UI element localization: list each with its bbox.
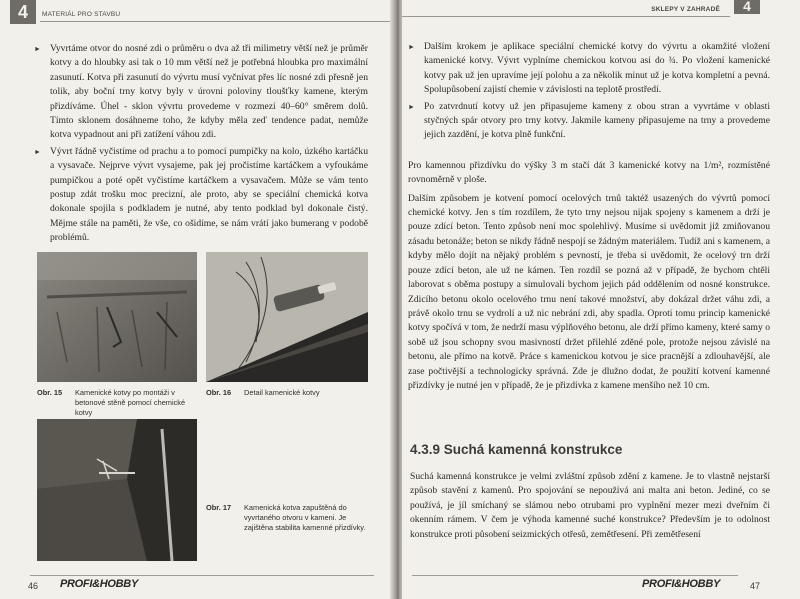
- list-item-text: Vývrt řádně vyčistíme od prachu a to pomocí pumpičky na kolo, úzkého kartáčku a vysavače. Nejprve vývrt vysajeme, pak jej pročistíme kartáčkem a vyfoukáme pumpičkou a poté opět vyčistíme kartáčkem a vysavačem. Může se vám tento postup zdát trošku moc precizní, ale proto, aby se speciální chemická kotva dokonale spojila s podkladem je nutné, aby tento podklad byl dokonale čistý. Mějme stále na paměti, že vše, co ošidíme, se nám vrátí jako bumerang v podobě problémů.: [50, 145, 368, 244]
- chapter-tab: 4: [10, 0, 36, 24]
- figure-label: Obr. 15: [37, 388, 63, 397]
- page-number: 47: [749, 581, 760, 591]
- right-body-text: [408, 40, 770, 397]
- paragraph: Suchá kamenná konstrukce je velmi zvláštní způsob zdění z kamene. Je to vlastně nejstarší způsob stavění z kamenů. Pro spojování se nepoužívá ani malta ani beton. Jediné, co se používá, je jíl smíchaný se slámou nebo otrubami pro vyplnění mezer mezi dveřním či okenním rámem. V čem je výhoda kamenné suché konstrukce? Především je to odolnost konstrukce proti působení seizmických otřesů, zemětřesení. Při zemětřesení: [410, 471, 770, 540]
- page-number: 46: [28, 581, 39, 591]
- chapter-tab: 4: [734, 0, 760, 14]
- concrete-wall-anchors-image: [37, 252, 197, 382]
- list-item-text: Vyvrtáme otvor do nosné zdi o průměru o dva až tři milimetry větší než je průměr kotvy a do hloubky asi tak o 10 mm větší než je potřebná hloubka pro maximální zasunutí. Kotva při zasunutí do vývrtu musí vyčnívat přes líc nosné zdi přesně jen tolik, aby boční trny kotvy byly v úrovni poloviny tloušťky kamene, kterým přizdíváme. Úhel - sklon vývrtu provedeme v rozmezí 40–60° směrem dolů. Tímto sklonem dosáhneme toho, že kdyby měla zeď tendence padat, nemůže kotva vypadnout ani při zatížení váhou zdi.: [50, 43, 368, 141]
- section-heading: 4.3.9 Suchá kamenná konstrukce: [410, 442, 623, 457]
- footer-rule: [30, 575, 374, 576]
- figure-caption-text: Kamenická kotva zapuštěná do vyvrtaného otvoru v kameni. Je zajištěna stabilita kamenné přizdívky.: [244, 503, 366, 532]
- figure-15-caption: [37, 388, 197, 418]
- bullet-arrow-icon: ►: [408, 43, 415, 51]
- figure-17-caption: [206, 503, 368, 533]
- list-item-text: Po zatvrdnutí kotvy už jen připasujeme kameny z obou stran a vyvrtáme v oblasti styčných spár otvory pro trny kotvy. Jakmile kameny připasujeme na trny a provedeme jejich zazdění, je kotva plně funkční.: [424, 100, 770, 141]
- figure-label: Obr. 16: [206, 388, 232, 397]
- figure-15-photo: [37, 252, 197, 382]
- header-rule: [40, 21, 394, 22]
- section-body-text: [410, 470, 770, 546]
- list-item: [408, 100, 770, 143]
- figure-label: Obr. 17: [206, 503, 232, 512]
- footer-rule: [412, 575, 738, 576]
- anchor-detail-image: [206, 252, 368, 382]
- bullet-list: [408, 40, 770, 143]
- figure-caption-text: Detail kamenické kotvy: [244, 388, 320, 397]
- figure-16-photo: [206, 252, 368, 382]
- list-item: [408, 40, 770, 98]
- header-rule: [402, 16, 730, 17]
- bullet-arrow-icon: ►: [34, 147, 41, 156]
- running-head: SKLEPY V ZAHRADĚ: [651, 6, 720, 13]
- list-item: [34, 145, 368, 246]
- brand-logo: PROFI&HOBBY: [642, 578, 720, 590]
- paragraph: Pro kamennou přizdívku do výšky 3 m stačí dát 3 kamenické kotvy na 1/m², rozmístěné rovnoměrně v ploše.: [408, 159, 770, 186]
- right-page: [402, 0, 800, 599]
- left-page: [0, 0, 394, 599]
- list-item-text: Dalším krokem je aplikace speciální chemické kotvy do vývrtu a okamžité vložení kamenické kotvy. Vývrt vyplníme chemickou kotvou asi do ¾. Po vložení kamenické kotvy pak už jen upravíme její polohu a za několik minut už je kotva kompletní a pevná. Spolupůsobení zajistí chemie v závislosti na teplotě prostředí.: [424, 41, 770, 96]
- brand-logo: PROFI&HOBBY: [60, 578, 138, 590]
- list-item: [34, 42, 368, 143]
- running-head: MATERIÁL PRO STAVBU: [42, 11, 121, 18]
- figure-caption-text: Kamenické kotvy po montáži v betonové stěně pomocí chemické kotvy: [75, 388, 186, 417]
- stone-anchor-image: [37, 419, 197, 561]
- figure-17-photo: [37, 419, 197, 561]
- bullet-arrow-icon: ►: [408, 102, 415, 111]
- bullet-list: [34, 42, 368, 246]
- left-body-text: [34, 42, 368, 248]
- paragraph: Dalším způsobem je kotvení pomocí ocelových trnů taktéž usazených do vývrtů pomocí chemické kotvy. Jen s tím rozdílem, že tyto trny nejsou nijak spojeny s kamenem a drží je pouze zdící beton. Tento způsob není moc spolehlivý. Musíme si uvědomit již zmiňovanou zásadu betonáže; beton se nikdy řádně nespojí se žádným materiálem. Tudíž ani s kamenem, a kdyby mělo dojít na nějaký problém s pevností, je třeba si uvědomit, že ocelový trn drží pouze zdící beton, ale už ne kámen. Ten rozdíl se pozná až v případě, že bychom chtěli laborovat s oběma postupy a simulovali bychom jejich pád oddělením od nosné konstrukce. Zdicího betonu okolo ocelového trnu není takové množství, aby dokázal držet váhu zdi, a právě okolo trnu se vydrolí a už nic nebrání zdi, aby spadla. Oproti tomu princip kamenické kotvy spočívá v tom, že nedrží masu výplňového betonu, ale drží přímo kameny, které samy o sobě už jsou schopny svou masivností držet přilehlé zděné pole, protože nejsou závislé na betonu, ale přímo na kotvě. Práce s kamenickou kotvou je sice pracnější a zdlouhavější, ale zase počtivější a technologicky správná. Zde je dlužno dodat, že použití kotvení kamenné přizdívky je nutné jen v případě, že je přizdívka z kamene menšího než 10 cm.: [408, 192, 770, 391]
- bullet-arrow-icon: ►: [34, 45, 41, 53]
- figure-16-caption: [206, 388, 368, 398]
